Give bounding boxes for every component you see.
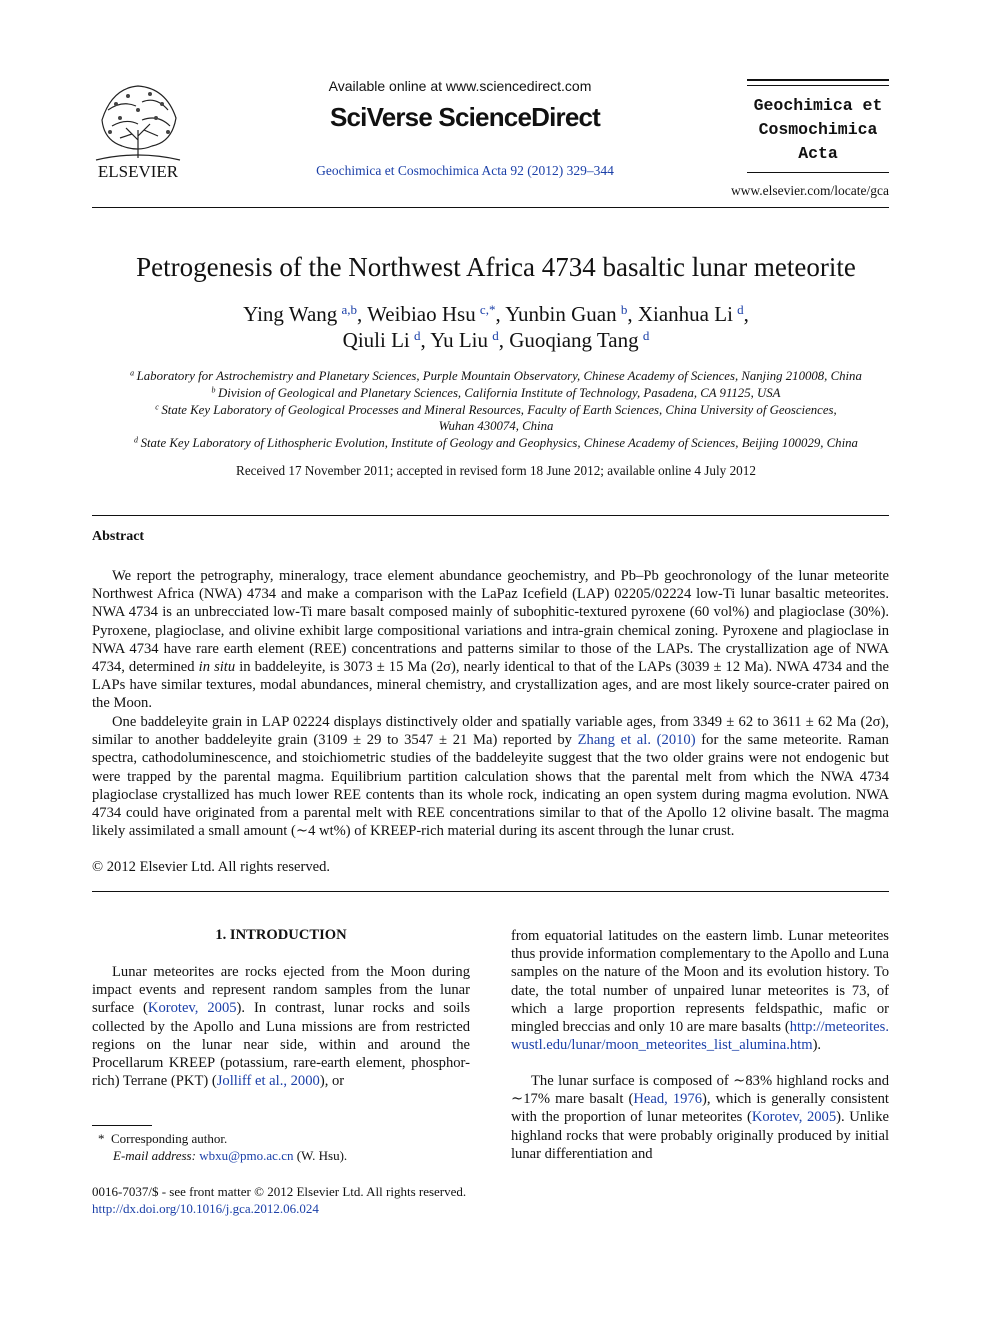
footnote-marker: *: [98, 1131, 105, 1146]
text-run: in baddeleyite, is 3073 ± 15 Ma (2σ), nearly identical to that of the LAPs (3039 ± 12 Ma). NWA 4734 and the LAPs have similar textures, modal abundances, mineral chemistry, and crystallization ages, and are most likely source-crater paired on the Moon.: [92, 659, 889, 712]
email-link[interactable]: wbxu@pmo.ac.cn: [199, 1148, 294, 1163]
text-run: ).: [812, 1037, 822, 1054]
author-affiliation-link[interactable]: d: [413, 327, 421, 343]
abstract-rule-top: [92, 515, 889, 516]
author-name: Yu Liu: [430, 328, 488, 352]
header-divider: [92, 207, 889, 208]
citation-link[interactable]: Jolliff et al., 2000: [216, 1073, 320, 1090]
affiliation-text: Division of Geological and Planetary Sciences, California Institute of Technology, Pasadena, CA 91125, USA: [218, 386, 781, 400]
text-run: One baddeleyite grain in LAP 02224 displays distinctively older and spatially variable ages, from 3349 ± 62 to 3611 ± 62 Ma (2σ), similar to another baddeleyite grain (3109 ± 29 to 3547 ± 21 Ma) reported by: [92, 714, 889, 749]
text-run: for the same meteorite. Raman spectra, cathodoluminescence, and stoichiometric studies of the baddeleyite suggest that the two older grains were not endogenic but were trapped by the parental magma. Equilibrium partition calculation shows that the parental melt from which the NWA 4734 plagioclase crystallized has much lower REE contents than its whole rock, indicating an open system during magma evolution. NWA 4734 could have originated from a parental melt with REE concentrations similar to that of the Apollo 12 olivine basalt. The magma likely assimilated a small amount (∼4 wt%) of KREEP-rich material during its ascent through the lunar crust.: [92, 732, 889, 840]
platform-brand: SciVerse ScienceDirect: [329, 102, 601, 132]
author-affiliation-link[interactable]: d: [642, 327, 650, 343]
copyright: © 2012 Elsevier Ltd. All rights reserved.: [92, 859, 331, 875]
affiliation: [60, 403, 932, 418]
abstract-rule-bottom: [92, 891, 889, 892]
body-paragraph: [92, 963, 470, 1090]
article-dates: Received 17 November 2011; accepted in revised form 18 June 2012; available online 4 July 2012: [236, 463, 756, 478]
abstract-paragraph: [92, 567, 889, 713]
text-run: ), or: [319, 1073, 345, 1090]
abstract-paragraph: [92, 713, 889, 840]
affiliation-key: c: [155, 402, 159, 412]
affiliation-key: a: [130, 368, 135, 378]
citation-link[interactable]: Zhang et al. (2010): [577, 732, 696, 749]
author-name: Ying Wang: [243, 302, 338, 326]
journal-title-line: Acta: [798, 144, 838, 163]
body-paragraph: [511, 1072, 889, 1163]
journal-url: www.elsevier.com/locate/gca: [730, 183, 889, 198]
author-name: Yunbin Guan: [505, 302, 617, 326]
section-heading: 1. INTRODUCTION: [215, 927, 347, 943]
text-run: Lunar meteorites are rocks ejected from the Moon during impact events and represent random samples from the lunar surface (: [92, 964, 470, 1017]
affiliation-key: b: [211, 385, 216, 395]
doi-link[interactable]: http://dx.doi.org/10.1016/j.gca.2012.06.024: [92, 1201, 319, 1216]
text-run-italic: in situ: [198, 659, 236, 676]
text-run: from equatorial latitudes on the eastern limb. Lunar meteorites thus provide information complementary to the Apollo and Luna samples on the nature of the Moon and its evolution history. To date, the total number of unpaired lunar meteorites is 73, of which a large proportion represents feldspathic, mafic or mingled breccias and only 10 are mare basalts (: [511, 928, 889, 1036]
author-affiliation-link[interactable]: c,*: [479, 301, 496, 317]
journal-title-line: Geochimica et: [753, 96, 883, 115]
text-run: The lunar surface is composed of ∼83% highland rocks and ∼17% mare basalt (: [511, 1073, 889, 1108]
body-paragraph: [511, 927, 889, 1054]
affiliation-continued: Wuhan 430074, China: [438, 419, 554, 433]
author-affiliation-link[interactable]: d: [492, 327, 499, 343]
journal-rule-top-thin: [747, 85, 889, 86]
author-name: Xianhua Li: [637, 302, 733, 326]
author-name: Qiuli Li: [342, 328, 410, 352]
issn-line: 0016-7037/$ - see front matter © 2012 Elsevier Ltd. All rights reserved.: [92, 1184, 467, 1199]
journal-title: [740, 94, 896, 166]
text-run: ), which is generally consistent with the proportion of lunar meteorites (: [511, 1091, 889, 1126]
article-title: Petrogenesis of the Northwest Africa 4734 basaltic lunar meteorite: [136, 252, 856, 282]
journal-citation-link[interactable]: Geochimica et Cosmochimica Acta 92 (2012) 329–344: [316, 163, 614, 178]
journal-rule-bottom: [747, 172, 889, 173]
journal-rule-top: [747, 79, 889, 81]
text-run: ). Unlike highland rocks that were probably originally produced by initial lunar differentiation and: [511, 1109, 889, 1162]
text-run: We report the petrography, mineralogy, trace element abundance geochemistry, and Pb–Pb geochronology of the lunar meteorite Northwest Africa (NWA) 4734 and make a comparison with the LaPaz Icefield (LAP) 02205/02224 low-Ti lunar basaltic meteorites. NWA 4734 is an unbrecciated low-Ti mare basalt composed mainly of subophitic-textured pyroxene (60 vol%) and plagioclase (30%). Pyroxene, plagioclase, and olivine exhibit large compositional variations and intra-grain chemical zoning. Pyroxene and plagioclase in NWA 4734 have rare earth element (REE) concentrations and patterns similar to those of the LAPs. The crystallization age of NWA 4734, determined: [92, 568, 889, 676]
footnote-rule: [92, 1125, 152, 1126]
affiliation-text: Laboratory for Astrochemistry and Planetary Sciences, Purple Mountain Observatory, Chinese Academy of Sciences, Nanjing 210008, China: [136, 369, 862, 383]
elsevier-tree-icon: [92, 80, 184, 180]
footnote-text: Corresponding author.: [111, 1131, 228, 1146]
author-affiliation-link[interactable]: a,b: [341, 301, 358, 317]
affiliation: [60, 386, 932, 401]
author-affiliation-link[interactable]: b: [620, 301, 628, 317]
elsevier-logo: [92, 80, 184, 180]
email-suffix: (W. Hsu).: [296, 1148, 348, 1163]
corresponding-author-note: [98, 1131, 227, 1147]
author-name: Weibiao Hsu: [367, 302, 476, 326]
journal-title-line: Cosmochimica: [758, 120, 878, 139]
abstract-heading: Abstract: [92, 529, 145, 544]
elsevier-wordmark: ELSEVIER: [97, 162, 179, 180]
citation-link[interactable]: Korotev, 2005: [147, 1000, 237, 1017]
author-name: Guoqiang Tang: [509, 328, 639, 352]
available-online: Available online at www.sciencedirect.com: [328, 78, 592, 94]
email-label: E-mail address:: [113, 1148, 196, 1163]
author-list-continued: Qiuli Li $^d$, Yu Liu $^d$, Guoqiang Tang $^d$: [342, 327, 650, 352]
url-link[interactable]: http://meteorites.wustl.edu/lunar/moon_meteorites_list_alumina.htm: [511, 1019, 889, 1054]
author-affiliation-link[interactable]: d: [737, 301, 744, 317]
email-note: [113, 1148, 347, 1164]
text-run: ). In contrast, lunar rocks and soils collected by the Apollo and Luna missions are from restricted regions on the lunar near side, within and around the Procellarum KREEP (potassium, rare-earth element, phosphor-rich) Terrane (PKT) (: [92, 1000, 470, 1090]
author-list: Ying Wang $^{a,b}$, Weibiao Hsu $^{c,*}$, Yunbin Guan $^b$, Xianhua Li $^d$,: [243, 301, 749, 326]
affiliation: [60, 436, 932, 451]
citation-link[interactable]: Korotev, 2005: [751, 1109, 837, 1126]
affiliation-key: d: [134, 435, 139, 445]
affiliation-text: State Key Laboratory of Geological Processes and Mineral Resources, Faculty of Earth Sciences, China University of Geosciences,: [161, 403, 837, 417]
citation-link[interactable]: Head, 1976: [633, 1091, 703, 1108]
affiliation-text: State Key Laboratory of Lithospheric Evolution, Institute of Geology and Geophysics, Chinese Academy of Sciences, Beijing 100029, China: [140, 436, 858, 450]
affiliation: [60, 369, 932, 384]
